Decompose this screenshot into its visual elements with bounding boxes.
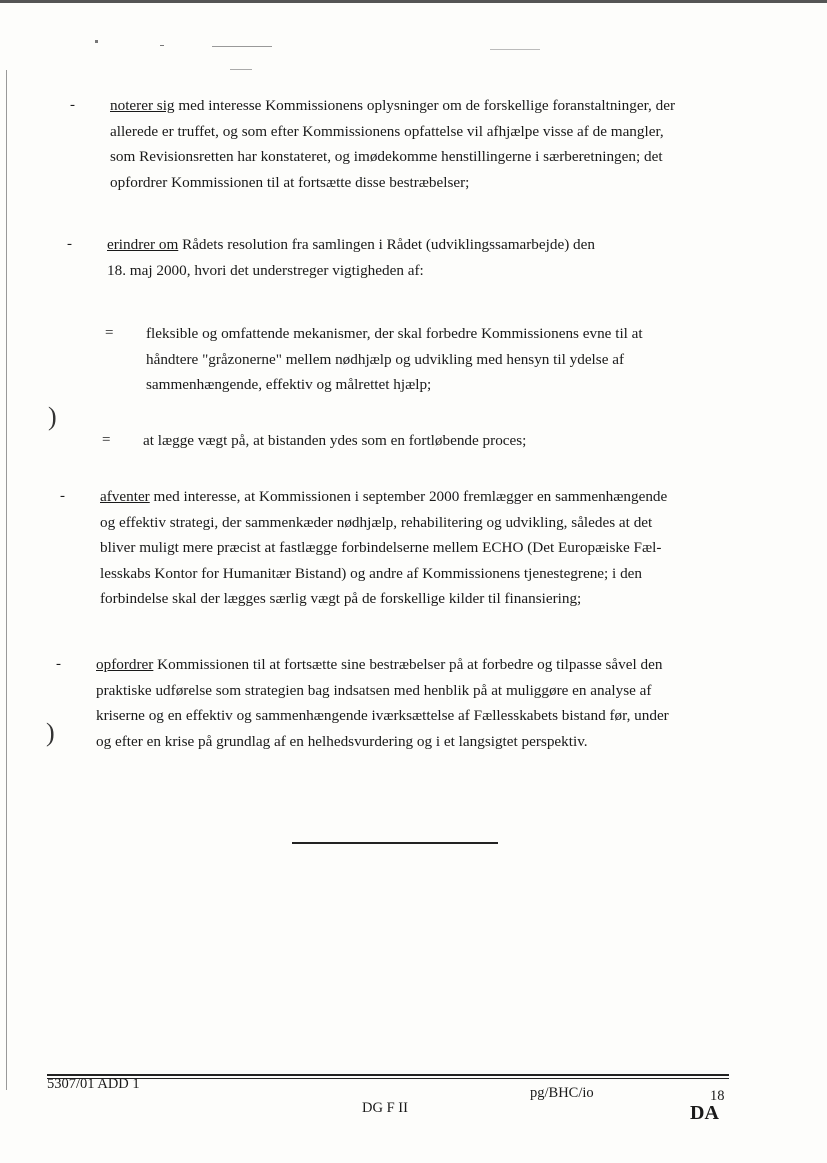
- scan-speck: [160, 45, 164, 46]
- dash-bullet: -: [70, 97, 75, 113]
- language-code: DA: [690, 1102, 719, 1124]
- paragraph-line: med interesse, at Kommissionen i september 2000 fremlægger en sammenhængende: [149, 488, 668, 505]
- author-initials: pg/BHC/io: [530, 1085, 594, 1101]
- paragraph-line: lesskabs Kontor for Humanitær Bistand) og andre af Kommissionens tjenestegrene; i den: [100, 564, 642, 582]
- paragraph-line: allerede er truffet, og som efter Kommissionens opfattelse vil afhjælpe visse af de mangler,: [110, 122, 664, 140]
- paragraph-line: Kommissionen til at fortsætte sine bestræbelser på at forbedre og tilpasse såvel den: [153, 656, 663, 673]
- scan-speck: [490, 49, 540, 50]
- paragraph-line: 18. maj 2000, hvori det understreger vigtigheden af:: [107, 261, 424, 279]
- paragraph-line: som Revisionsretten har konstateret, og imødekomme henstillingerne i særberetningen; det: [110, 148, 663, 165]
- paragraph-verb: erindrer om: [107, 236, 179, 253]
- paragraph-line: praktiske udførelse som strategien bag indsatsen med henblik på at muliggøre en analyse af: [96, 681, 652, 699]
- paragraph-line: med interesse Kommissionens oplysninger om de forskellige foranstaltninger, der: [174, 97, 675, 114]
- paragraph-line: forbindelse skal der lægges særlig vægt på de forskellige kilder til finansiering;: [100, 590, 582, 607]
- directorate-code: DG F II: [362, 1100, 408, 1116]
- dash-bullet: -: [67, 236, 72, 252]
- equals-bullet: =: [105, 325, 114, 341]
- paragraph-line: Rådets resolution fra samlingen i Rådet (udviklingssamarbejde) den: [178, 236, 595, 253]
- paragraph-line: kriserne og en effektiv og sammenhængende iværksættelse af Fællesskabets bistand før, under: [96, 707, 669, 724]
- paragraph-line: sammenhængende, effektiv og målrettet hjælp;: [146, 376, 432, 393]
- dash-bullet: -: [56, 656, 61, 672]
- equals-bullet: =: [102, 432, 111, 448]
- footer-rule: [47, 1074, 729, 1076]
- punch-hole-mark: ): [48, 402, 57, 431]
- dash-bullet: -: [60, 488, 65, 504]
- scan-speck: [95, 40, 98, 43]
- paragraph-line: opfordrer Kommissionen til at fortsætte disse bestræbelser;: [110, 173, 470, 191]
- paragraph-verb: afventer: [100, 488, 150, 505]
- margin-line: [6, 70, 7, 1090]
- page-number: 18: [710, 1088, 725, 1104]
- paragraph-line: fleksible og omfattende mekanismer, der skal forbedre Kommissionens evne til at: [146, 325, 643, 342]
- footer-rule-thin: [47, 1078, 729, 1079]
- punch-hole-mark: ): [46, 718, 55, 747]
- paragraph-line: og efter en krise på grundlag af en helhedsvurdering og i et langsigtet perspektiv.: [96, 732, 588, 750]
- paragraph-line: håndtere "gråzonerne" mellem nødhjælp og udvikling med hensyn til ydelse af: [146, 350, 625, 368]
- document-reference: 5307/01 ADD 1: [47, 1076, 140, 1092]
- paragraph-verb: noterer sig: [110, 97, 175, 114]
- paragraph-verb: opfordrer: [96, 656, 154, 673]
- fax-header-strip: [0, 0, 827, 19]
- scan-speck: [212, 46, 272, 47]
- paragraph-line: bliver muligt mere præcist at fastlægge forbindelserne mellem ECHO (Det Europæiske Fæl-: [100, 539, 662, 556]
- paragraph-line: og effektiv strategi, der sammenkæder nødhjælp, rehabilitering og udvikling, således at det: [100, 513, 653, 531]
- end-separator-rule: [292, 842, 498, 844]
- scan-speck: [230, 69, 252, 70]
- paragraph-line: at lægge vægt på, at bistanden ydes som en fortløbende proces;: [143, 432, 527, 449]
